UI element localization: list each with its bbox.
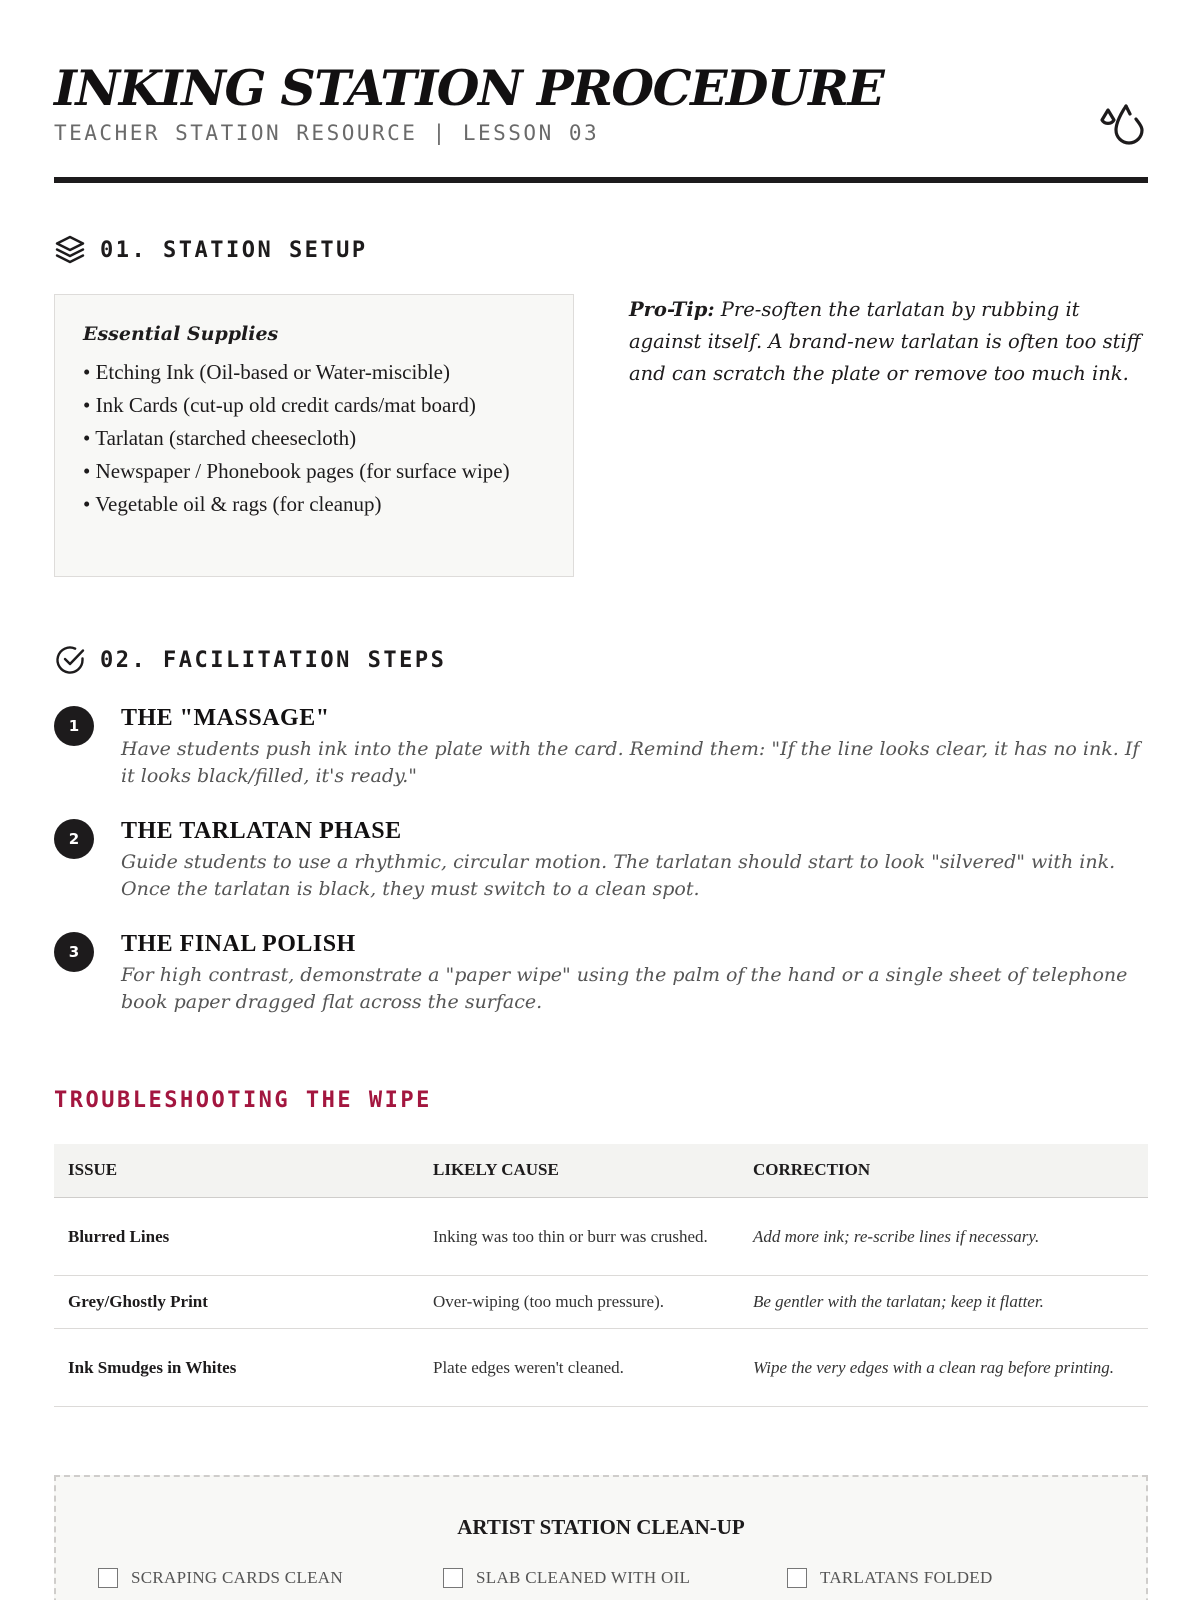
cause-cell: Plate edges weren't cleaned. — [419, 1328, 739, 1406]
step-description: Have students push ink into the plate with the card. Remind them: "If the line looks clear, it has no ink. If it looks black/filled, it's ready." — [121, 738, 1140, 787]
checklist-item[interactable] — [787, 1568, 993, 1588]
checkbox[interactable] — [787, 1568, 807, 1588]
supply-item: • Vegetable oil & rags (for cleanup) — [83, 492, 382, 516]
table-row — [54, 1197, 1148, 1275]
column-header-issue: ISSUE — [54, 1144, 419, 1197]
column-header-cause: LIKELY CAUSE — [419, 1144, 739, 1197]
issue-cell: Blurred Lines — [54, 1197, 419, 1275]
step-title: THE FINAL POLISH — [121, 931, 356, 957]
checklist-label: SLAB CLEANED WITH OIL — [476, 1568, 691, 1587]
step-number: 3 — [54, 932, 94, 972]
supply-item: • Ink Cards (cut-up old credit cards/mat board) — [83, 393, 476, 417]
table-row — [54, 1275, 1148, 1328]
step-title: THE "MASSAGE" — [121, 705, 330, 731]
cause-cell: Inking was too thin or burr was crushed. — [419, 1197, 739, 1275]
checkbox[interactable] — [443, 1568, 463, 1588]
page-title: INKING STATION PROCEDURE — [54, 59, 884, 117]
correction-cell: Wipe the very edges with a clean rag before printing. — [739, 1328, 1148, 1406]
checklist-item[interactable] — [443, 1568, 690, 1588]
section-title: 01. STATION SETUP — [100, 237, 368, 263]
supplies-box — [54, 294, 574, 577]
step-number: 2 — [54, 819, 94, 859]
facilitation-steps-heading — [54, 642, 446, 678]
step-description: For high contrast, demonstrate a "paper wipe" using the palm of the hand or a single sheet of telephone book paper dragged flat across the surface. — [121, 964, 1128, 1013]
checkbox[interactable] — [98, 1568, 118, 1588]
step-description: Guide students to use a rhythmic, circular motion. The tarlatan should start to look "silvered" with ink. Once the tarlatan is black, they must switch to a clean spot. — [121, 851, 1116, 900]
section-title: 02. FACILITATION STEPS — [100, 647, 447, 673]
table-header-row — [54, 1144, 1148, 1197]
issue-cell: Ink Smudges in Whites — [54, 1328, 419, 1406]
supplies-list — [83, 359, 547, 518]
supplies-title: Essential Supplies — [83, 323, 279, 345]
checklist-label: TARLATANS FOLDED — [820, 1568, 993, 1587]
table-row — [54, 1328, 1148, 1406]
column-header-correction: CORRECTION — [739, 1144, 1148, 1197]
supply-item: • Tarlatan (starched cheesecloth) — [83, 426, 357, 450]
pro-tip-label: Pro-Tip: — [629, 298, 715, 321]
troubleshooting-table — [54, 1144, 1148, 1407]
troubleshooting-heading: TROUBLESHOOTING THE WIPE — [54, 1088, 432, 1113]
pro-tip-text: Pre-soften the tarlatan by rubbing it against itself. A brand-new tarlatan is often too stiff and can scratch the plate or remove too much ink. — [629, 298, 1141, 385]
page — [54, 0, 1148, 1600]
pro-tip — [629, 294, 1148, 390]
correction-cell: Add more ink; re-scribe lines if necessary. — [739, 1197, 1148, 1275]
correction-cell: Be gentler with the tarlatan; keep it flatter. — [739, 1275, 1148, 1328]
checklist-label: SCRAPING CARDS CLEAN — [131, 1568, 343, 1587]
cause-cell: Over-wiping (too much pressure). — [419, 1275, 739, 1328]
checklist-item[interactable] — [98, 1568, 343, 1588]
supply-item: • Newspaper / Phonebook pages (for surface wipe) — [83, 459, 510, 483]
cleanup-title: ARTIST STATION CLEAN-UP — [457, 1515, 745, 1539]
step-number: 1 — [54, 706, 94, 746]
supply-item: • Etching Ink (Oil-based or Water-miscible) — [83, 360, 450, 384]
cleanup-checklist — [54, 1475, 1148, 1600]
page-subtitle: TEACHER STATION RESOURCE | LESSON 03 — [54, 121, 600, 145]
step-title: THE TARLATAN PHASE — [121, 818, 402, 844]
ink-drops-icon — [1098, 96, 1146, 148]
check-circle-icon — [54, 644, 86, 676]
page-header — [54, 58, 1148, 183]
station-setup-heading — [54, 232, 368, 268]
issue-cell: Grey/Ghostly Print — [54, 1275, 419, 1328]
layers-icon — [54, 234, 86, 266]
